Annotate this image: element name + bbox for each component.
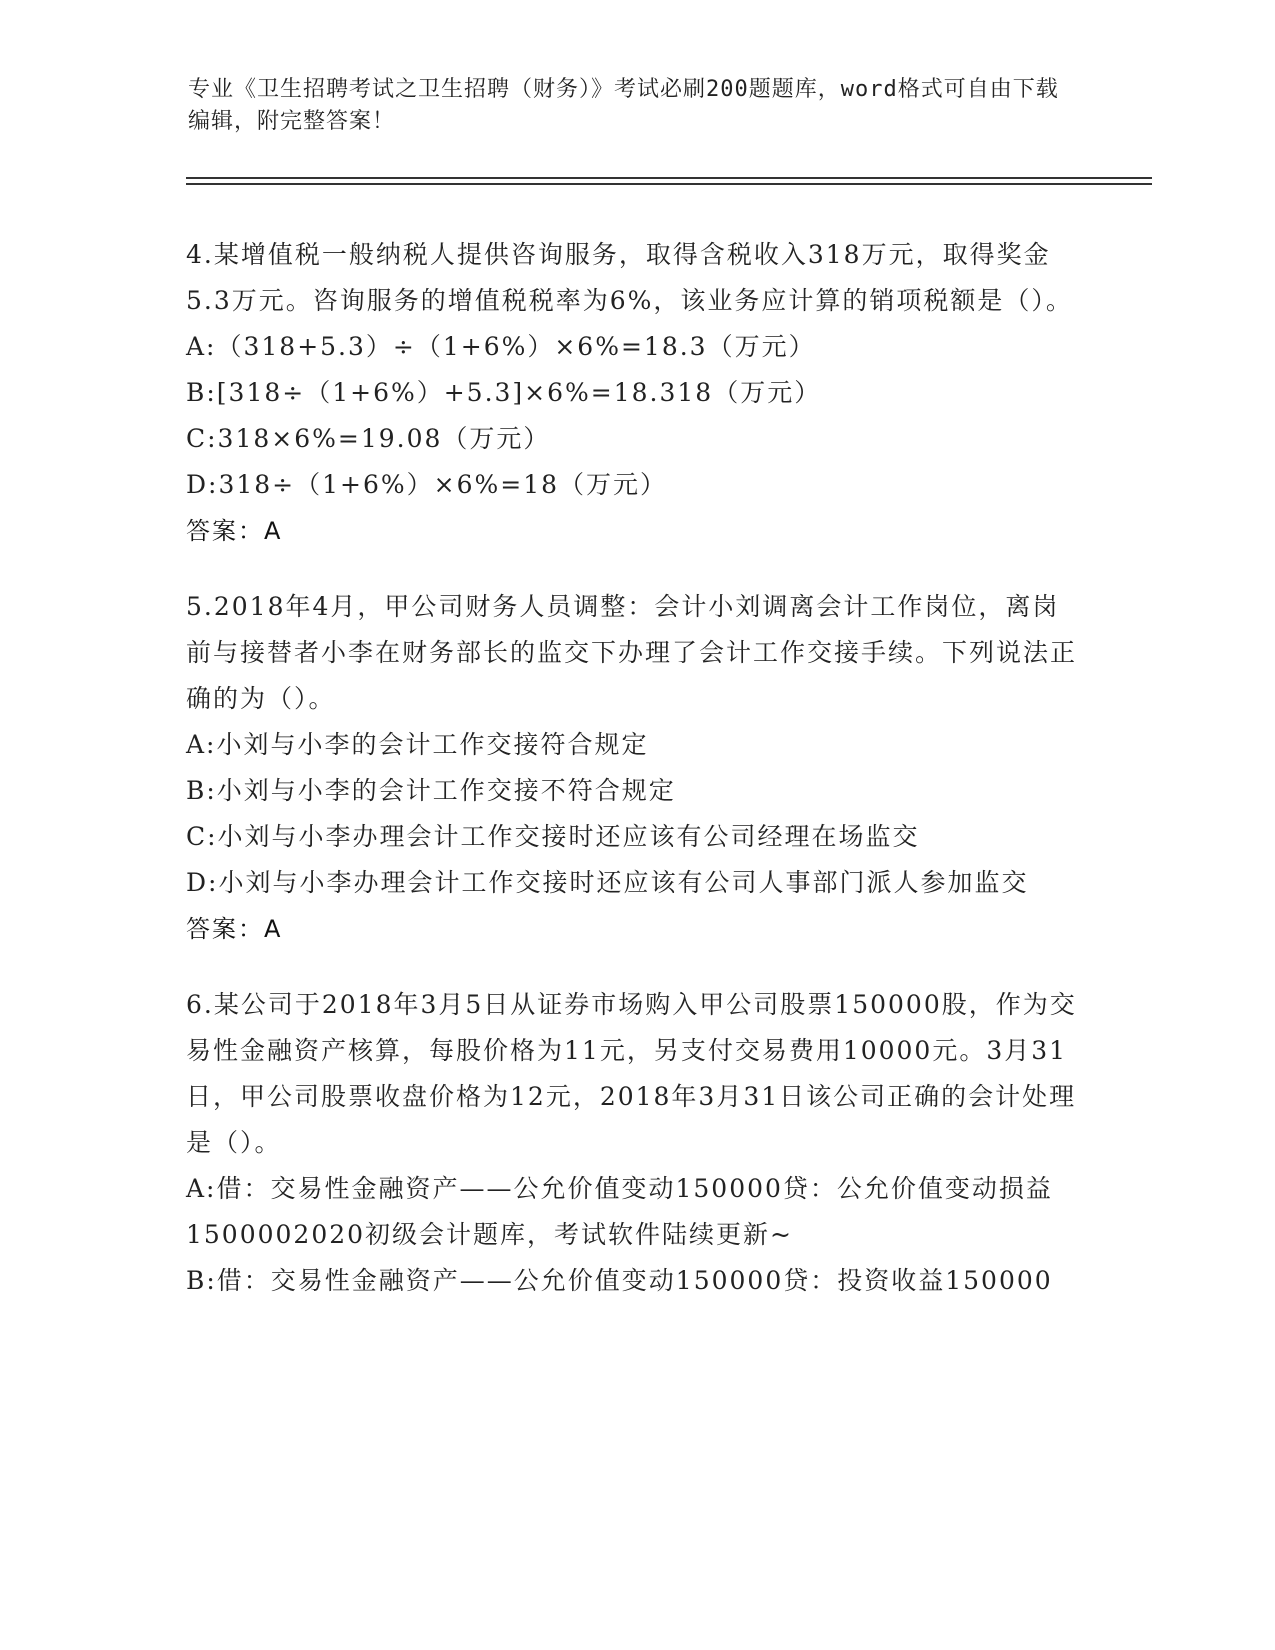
question-stem: 4.某增值税一般纳税人提供咨询服务，取得含税收入318万元，取得奖金5.3万元。咨询服务的增值税税率为6%，该业务应计算的销项税额是（）。 <box>186 240 1073 315</box>
question-item <box>186 232 1086 554</box>
question-list <box>186 232 1086 1334</box>
option-b: B:借：交易性金融资产——公允价值变动150000贷：投资收益150000 <box>186 1266 1053 1295</box>
header-divider-top <box>186 177 1152 179</box>
option-d: D:小刘与小李办理会计工作交接时还应该有公司人事部门派人参加监交 <box>186 868 1029 897</box>
option-a: A:（318+5.3）÷（1+6%）×6%=18.3（万元） <box>186 332 816 361</box>
question-stem: 6.某公司于2018年3月5日从证券市场购入甲公司股票150000股，作为交易性金融资产核算，每股价格为11元，另支付交易费用10000元。3月31日，甲公司股票收盘价格为12元，2018年3月31日该公司正确的会计处理是（）。 <box>186 990 1077 1157</box>
option-a: A:借：交易性金融资产——公允价值变动150000贷：公允价值变动损益1500002020初级会计题库，考试软件陆续更新~ <box>186 1174 1053 1249</box>
option-a: A:小刘与小李的会计工作交接符合规定 <box>186 730 649 759</box>
document-header: 专业《卫生招聘考试之卫生招聘（财务）》考试必刷200题题库，word格式可自由下载编辑，附完整答案！ <box>188 77 1059 134</box>
question-stem: 5.2018年4月，甲公司财务人员调整：会计小刘调离会计工作岗位，离岗前与接替者小李在财务部长的监交下办理了会计工作交接手续。下列说法正确的为（）。 <box>186 592 1078 713</box>
answer-label: 答案：A <box>186 915 283 943</box>
question-item <box>186 982 1086 1304</box>
option-c: C:318×6%=19.08（万元） <box>186 424 551 453</box>
option-b: B:[318÷（1+6%）+5.3]×6%=18.318（万元） <box>186 378 822 407</box>
option-b: B:小刘与小李的会计工作交接不符合规定 <box>186 776 676 805</box>
option-c: C:小刘与小李办理会计工作交接时还应该有公司经理在场监交 <box>186 822 920 851</box>
answer-label: 答案：A <box>186 517 283 545</box>
header-divider-bottom <box>186 183 1152 185</box>
question-item <box>186 584 1086 952</box>
option-d: D:318÷（1+6%）×6%=18（万元） <box>186 470 668 499</box>
